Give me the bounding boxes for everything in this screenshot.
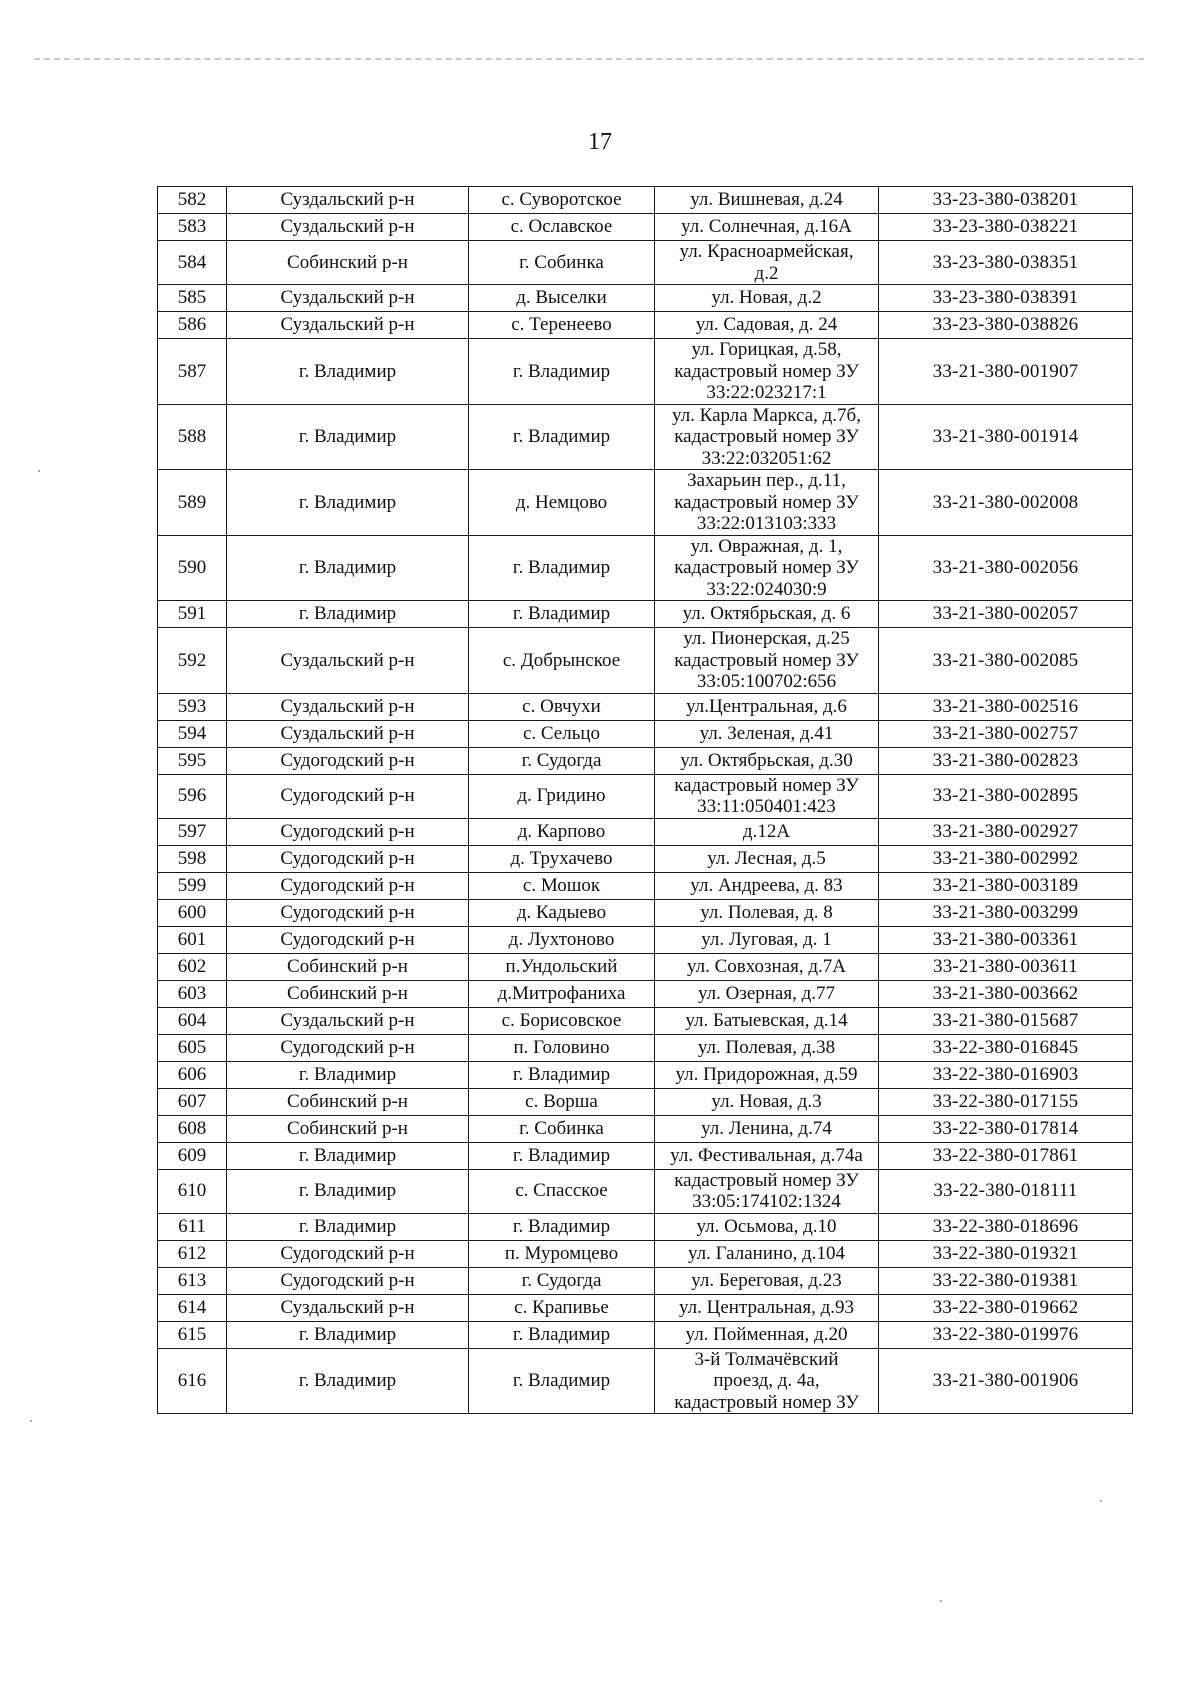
locality-cell: д. Карпово	[469, 818, 655, 845]
address-cell	[655, 1034, 879, 1061]
registry-code-cell: 33-21-380-002823	[879, 747, 1133, 774]
table-row	[158, 980, 1133, 1007]
address-line: ул. Садовая, д. 24	[695, 314, 838, 336]
locality-cell: п.Ундольский	[469, 953, 655, 980]
address-line: ул. Андреева, д. 83	[690, 874, 843, 896]
district-cell: Суздальский р-н	[227, 628, 469, 694]
registry-code-cell: 33-21-380-002516	[879, 693, 1133, 720]
locality-cell: с. Теренеево	[469, 312, 655, 339]
address-cell	[655, 720, 879, 747]
district-cell: Суздальский р-н	[227, 720, 469, 747]
address-line: 33:05:174102:1324	[692, 1191, 841, 1212]
table-row	[158, 720, 1133, 747]
address-line: ул. Вишневая, д.24	[690, 189, 843, 211]
row-number-cell: 609	[158, 1142, 227, 1169]
locality-cell: г. Владимир	[469, 535, 655, 601]
registry-code-cell: 33-22-380-018111	[879, 1169, 1133, 1213]
address-line: ул. Фестивальная, д.74а	[670, 1144, 863, 1166]
row-number-cell: 591	[158, 601, 227, 628]
locality-cell: с. Спасское	[469, 1169, 655, 1213]
row-number-cell: 610	[158, 1169, 227, 1213]
locality-cell: с. Суворотское	[469, 187, 655, 214]
address-cell	[655, 1321, 879, 1348]
table-row	[158, 818, 1133, 845]
registry-code-cell: 33-21-380-001906	[879, 1348, 1133, 1414]
row-number-cell: 592	[158, 628, 227, 694]
district-cell: Суздальский р-н	[227, 1294, 469, 1321]
row-number-cell: 596	[158, 774, 227, 818]
address-line: 33:11:050401:423	[697, 796, 836, 817]
address-cell	[655, 628, 879, 694]
registry-code-cell: 33-21-380-002008	[879, 470, 1133, 536]
address-line: проезд, д. 4а,	[713, 1370, 820, 1391]
page-number: 17	[588, 129, 612, 155]
address-line: ул. Октябрьская, д.30	[680, 749, 853, 771]
table-row	[158, 470, 1133, 536]
address-line: ул. Береговая, д.23	[691, 1269, 842, 1291]
district-cell: г. Владимир	[227, 1213, 469, 1240]
row-number-cell: 605	[158, 1034, 227, 1061]
address-line: ул. Овражная, д. 1,	[690, 535, 843, 557]
locality-cell: с. Борисовское	[469, 1007, 655, 1034]
table-row	[158, 535, 1133, 601]
row-number-cell: 602	[158, 953, 227, 980]
registry-code-cell: 33-21-380-003611	[879, 953, 1133, 980]
table-row	[158, 1034, 1133, 1061]
address-line: кадастровый номер ЗУ	[674, 557, 859, 578]
registry-code-cell: 33-21-380-001907	[879, 339, 1133, 405]
registry-code-cell: 33-23-380-038391	[879, 285, 1133, 312]
locality-cell: д. Немцово	[469, 470, 655, 536]
address-line: ул. Красноармейская,	[679, 241, 854, 262]
table-row	[158, 404, 1133, 470]
district-cell: Судогодский р-н	[227, 1240, 469, 1267]
address-line: ул. Галанино, д.104	[687, 1242, 846, 1264]
registry-code-cell: 33-23-380-038351	[879, 241, 1133, 285]
row-number-cell: 612	[158, 1240, 227, 1267]
address-line: ул. Новая, д.3	[711, 1090, 822, 1112]
locality-cell: с. Ославское	[469, 214, 655, 241]
district-cell: Судогодский р-н	[227, 872, 469, 899]
address-line: ул. Октябрьская, д. 6	[682, 603, 851, 625]
address-line: кадастровый номер ЗУ	[674, 1391, 859, 1413]
locality-cell: с. Добрынское	[469, 628, 655, 694]
address-line: ул. Новая, д.2	[711, 287, 822, 309]
registry-code-cell: 33-21-380-002057	[879, 601, 1133, 628]
locality-cell: г. Судогда	[469, 747, 655, 774]
district-cell: г. Владимир	[227, 1321, 469, 1348]
table-row	[158, 312, 1133, 339]
district-cell: Суздальский р-н	[227, 312, 469, 339]
address-cell	[655, 1348, 879, 1414]
table-row	[158, 926, 1133, 953]
row-number-cell: 595	[158, 747, 227, 774]
address-line: ул.Центральная, д.6	[686, 695, 847, 717]
row-number-cell: 583	[158, 214, 227, 241]
registry-code-cell: 33-21-380-002992	[879, 845, 1133, 872]
registry-code-cell: 33-21-380-015687	[879, 1007, 1133, 1034]
address-cell	[655, 1294, 879, 1321]
locality-cell: д. Гридино	[469, 774, 655, 818]
registry-table-body	[158, 187, 1133, 1414]
table-row	[158, 1321, 1133, 1348]
address-line: ул. Зеленая, д.41	[699, 722, 834, 744]
row-number-cell: 597	[158, 818, 227, 845]
locality-cell: д. Выселки	[469, 285, 655, 312]
district-cell: Собинский р-н	[227, 1115, 469, 1142]
district-cell: г. Владимир	[227, 1142, 469, 1169]
district-cell: Судогодский р-н	[227, 1034, 469, 1061]
district-cell: г. Владимир	[227, 404, 469, 470]
address-cell	[655, 980, 879, 1007]
locality-cell: г. Владимир	[469, 601, 655, 628]
registry-code-cell: 33-21-380-003361	[879, 926, 1133, 953]
table-row	[158, 628, 1133, 694]
address-cell	[655, 953, 879, 980]
locality-cell: г. Собинка	[469, 1115, 655, 1142]
district-cell: г. Владимир	[227, 601, 469, 628]
scan-speck	[1100, 1500, 1102, 1502]
address-cell	[655, 1213, 879, 1240]
address-cell	[655, 845, 879, 872]
district-cell: Судогодский р-н	[227, 1267, 469, 1294]
row-number-cell: 586	[158, 312, 227, 339]
address-cell	[655, 899, 879, 926]
district-cell: г. Владимир	[227, 470, 469, 536]
table-row	[158, 899, 1133, 926]
table-row	[158, 1142, 1133, 1169]
locality-cell: г. Собинка	[469, 241, 655, 285]
locality-cell: г. Владимир	[469, 1321, 655, 1348]
registry-code-cell: 33-21-380-003662	[879, 980, 1133, 1007]
table-row	[158, 747, 1133, 774]
address-line: ул. Карла Маркса, д.7б,	[672, 404, 861, 426]
table-row	[158, 1061, 1133, 1088]
row-number-cell: 588	[158, 404, 227, 470]
address-line: кадастровый номер ЗУ	[674, 1169, 859, 1191]
address-cell	[655, 1142, 879, 1169]
locality-cell: д. Лухтоново	[469, 926, 655, 953]
address-cell	[655, 1088, 879, 1115]
address-cell	[655, 339, 879, 405]
address-line: 33:22:024030:9	[706, 578, 827, 600]
row-number-cell: 615	[158, 1321, 227, 1348]
registry-code-cell: 33-23-380-038221	[879, 214, 1133, 241]
registry-code-cell: 33-22-380-017861	[879, 1142, 1133, 1169]
row-number-cell: 585	[158, 285, 227, 312]
address-line: 33:22:023217:1	[706, 382, 827, 403]
address-line: кадастровый номер ЗУ	[674, 426, 859, 447]
address-cell	[655, 1007, 879, 1034]
table-row	[158, 872, 1133, 899]
address-line: ул. Пионерская, д.25	[683, 628, 850, 649]
row-number-cell: 590	[158, 535, 227, 601]
district-cell: г. Владимир	[227, 535, 469, 601]
locality-cell: г. Владимир	[469, 404, 655, 470]
locality-cell: п. Муромцево	[469, 1240, 655, 1267]
row-number-cell: 603	[158, 980, 227, 1007]
district-cell: г. Владимир	[227, 339, 469, 405]
address-line: ул. Лесная, д.5	[707, 847, 826, 869]
row-number-cell: 600	[158, 899, 227, 926]
table-row	[158, 339, 1133, 405]
address-cell	[655, 693, 879, 720]
row-number-cell: 613	[158, 1267, 227, 1294]
registry-code-cell: 33-22-380-016903	[879, 1061, 1133, 1088]
table-row	[158, 241, 1133, 285]
district-cell: Суздальский р-н	[227, 693, 469, 720]
row-number-cell: 606	[158, 1061, 227, 1088]
address-cell	[655, 312, 879, 339]
registry-code-cell: 33-22-380-016845	[879, 1034, 1133, 1061]
district-cell: Суздальский р-н	[227, 285, 469, 312]
table-row	[158, 1348, 1133, 1414]
registry-code-cell: 33-21-380-002927	[879, 818, 1133, 845]
locality-cell: д. Трухачево	[469, 845, 655, 872]
district-cell: Собинский р-н	[227, 241, 469, 285]
address-cell	[655, 187, 879, 214]
row-number-cell: 584	[158, 241, 227, 285]
table-row	[158, 1169, 1133, 1213]
address-cell	[655, 774, 879, 818]
table-row	[158, 187, 1133, 214]
address-cell	[655, 535, 879, 601]
address-line: 33:05:100702:656	[696, 671, 837, 692]
district-cell: Судогодский р-н	[227, 926, 469, 953]
address-line: ул. Озерная, д.77	[697, 982, 836, 1004]
locality-cell: г. Владимир	[469, 1213, 655, 1240]
address-line: кадастровый номер ЗУ	[674, 649, 859, 671]
address-line: Захарьин пер., д.11,	[687, 470, 846, 491]
row-number-cell: 593	[158, 693, 227, 720]
registry-code-cell: 33-21-380-002085	[879, 628, 1133, 694]
address-line: д.2	[754, 262, 779, 284]
registry-code-cell: 33-21-380-001914	[879, 404, 1133, 470]
table-row	[158, 693, 1133, 720]
address-line: ул. Совхозная, д.7А	[686, 955, 847, 977]
address-line: ул. Полевая, д.38	[697, 1036, 836, 1058]
address-line: ул. Горицкая, д.58,	[691, 339, 842, 360]
district-cell: Судогодский р-н	[227, 774, 469, 818]
address-cell	[655, 404, 879, 470]
address-line: д.12А	[742, 820, 791, 842]
district-cell: г. Владимир	[227, 1348, 469, 1414]
district-cell: г. Владимир	[227, 1061, 469, 1088]
address-cell	[655, 872, 879, 899]
district-cell: Судогодский р-н	[227, 747, 469, 774]
address-line: 33:22:032051:62	[701, 447, 832, 469]
row-number-cell: 594	[158, 720, 227, 747]
registry-code-cell: 33-21-380-002757	[879, 720, 1133, 747]
registry-code-cell: 33-23-380-038826	[879, 312, 1133, 339]
registry-table	[157, 186, 1133, 1414]
scan-speck	[38, 470, 40, 472]
table-row	[158, 285, 1133, 312]
registry-code-cell: 33-22-380-017155	[879, 1088, 1133, 1115]
row-number-cell: 589	[158, 470, 227, 536]
registry-code-cell: 33-22-380-019381	[879, 1267, 1133, 1294]
scan-speck	[30, 1420, 32, 1422]
row-number-cell: 607	[158, 1088, 227, 1115]
locality-cell: п. Головино	[469, 1034, 655, 1061]
address-line: ул. Батыевская, д.14	[685, 1009, 848, 1031]
row-number-cell: 582	[158, 187, 227, 214]
locality-cell: г. Владимир	[469, 1348, 655, 1414]
scan-artifact-line	[34, 58, 1144, 60]
locality-cell: г. Судогда	[469, 1267, 655, 1294]
address-cell	[655, 1061, 879, 1088]
district-cell: Собинский р-н	[227, 1088, 469, 1115]
row-number-cell: 614	[158, 1294, 227, 1321]
registry-code-cell: 33-21-380-002895	[879, 774, 1133, 818]
district-cell: Судогодский р-н	[227, 899, 469, 926]
row-number-cell: 608	[158, 1115, 227, 1142]
scan-speck	[940, 1600, 942, 1602]
district-cell: Судогодский р-н	[227, 845, 469, 872]
district-cell: Суздальский р-н	[227, 187, 469, 214]
address-line: ул. Придорожная, д.59	[675, 1063, 858, 1085]
address-line: ул. Солнечная, д.16А	[681, 216, 852, 238]
address-line: ул. Центральная, д.93	[678, 1296, 854, 1318]
table-row	[158, 1267, 1133, 1294]
registry-code-cell: 33-22-380-019976	[879, 1321, 1133, 1348]
address-cell	[655, 1267, 879, 1294]
locality-cell: с. Сельцо	[469, 720, 655, 747]
table-row	[158, 1213, 1133, 1240]
address-line: кадастровый номер ЗУ	[674, 774, 859, 796]
registry-code-cell: 33-22-380-018696	[879, 1213, 1133, 1240]
address-cell	[655, 241, 879, 285]
address-cell	[655, 214, 879, 241]
table-row	[158, 1088, 1133, 1115]
address-cell	[655, 747, 879, 774]
address-line: ул. Ленина, д.74	[701, 1117, 832, 1139]
address-cell	[655, 1169, 879, 1213]
locality-cell: г. Владимир	[469, 339, 655, 405]
locality-cell: с. Крапивье	[469, 1294, 655, 1321]
table-row	[158, 953, 1133, 980]
district-cell: г. Владимир	[227, 1169, 469, 1213]
registry-code-cell: 33-22-380-019662	[879, 1294, 1133, 1321]
locality-cell: с. Ворша	[469, 1088, 655, 1115]
locality-cell: д.Митрофаниха	[469, 980, 655, 1007]
address-cell	[655, 926, 879, 953]
table-row	[158, 1240, 1133, 1267]
address-cell	[655, 601, 879, 628]
district-cell: Собинский р-н	[227, 980, 469, 1007]
address-line: ул. Полевая, д. 8	[700, 901, 833, 923]
row-number-cell: 611	[158, 1213, 227, 1240]
address-cell	[655, 1240, 879, 1267]
district-cell: Суздальский р-н	[227, 214, 469, 241]
registry-code-cell: 33-21-380-003189	[879, 872, 1133, 899]
address-cell	[655, 818, 879, 845]
locality-cell: с. Овчухи	[469, 693, 655, 720]
row-number-cell: 598	[158, 845, 227, 872]
table-row	[158, 774, 1133, 818]
district-cell: Судогодский р-н	[227, 818, 469, 845]
table-row	[158, 845, 1133, 872]
registry-code-cell: 33-21-380-003299	[879, 899, 1133, 926]
row-number-cell: 587	[158, 339, 227, 405]
table-row	[158, 1115, 1133, 1142]
address-line: 3-й Толмачёвский	[694, 1348, 839, 1370]
table-row	[158, 1007, 1133, 1034]
address-cell	[655, 285, 879, 312]
registry-code-cell: 33-21-380-002056	[879, 535, 1133, 601]
address-line: ул. Пойменная, д.20	[685, 1323, 848, 1345]
address-line: кадастровый номер ЗУ	[674, 360, 859, 382]
address-cell	[655, 1115, 879, 1142]
locality-cell: г. Владимир	[469, 1142, 655, 1169]
locality-cell: д. Кадыево	[469, 899, 655, 926]
address-cell	[655, 470, 879, 536]
row-number-cell: 601	[158, 926, 227, 953]
locality-cell: г. Владимир	[469, 1061, 655, 1088]
registry-code-cell: 33-22-380-017814	[879, 1115, 1133, 1142]
district-cell: Собинский р-н	[227, 953, 469, 980]
registry-code-cell: 33-22-380-019321	[879, 1240, 1133, 1267]
row-number-cell: 599	[158, 872, 227, 899]
address-line: ул. Луговая, д. 1	[701, 928, 832, 950]
table-row	[158, 214, 1133, 241]
address-line: 33:22:013103:333	[696, 513, 837, 534]
table-row	[158, 601, 1133, 628]
row-number-cell: 604	[158, 1007, 227, 1034]
address-line: ул. Осьмова, д.10	[696, 1215, 837, 1237]
address-line: кадастровый номер ЗУ	[674, 491, 859, 513]
row-number-cell: 616	[158, 1348, 227, 1414]
locality-cell: с. Мошок	[469, 872, 655, 899]
table-row	[158, 1294, 1133, 1321]
district-cell: Суздальский р-н	[227, 1007, 469, 1034]
registry-code-cell: 33-23-380-038201	[879, 187, 1133, 214]
